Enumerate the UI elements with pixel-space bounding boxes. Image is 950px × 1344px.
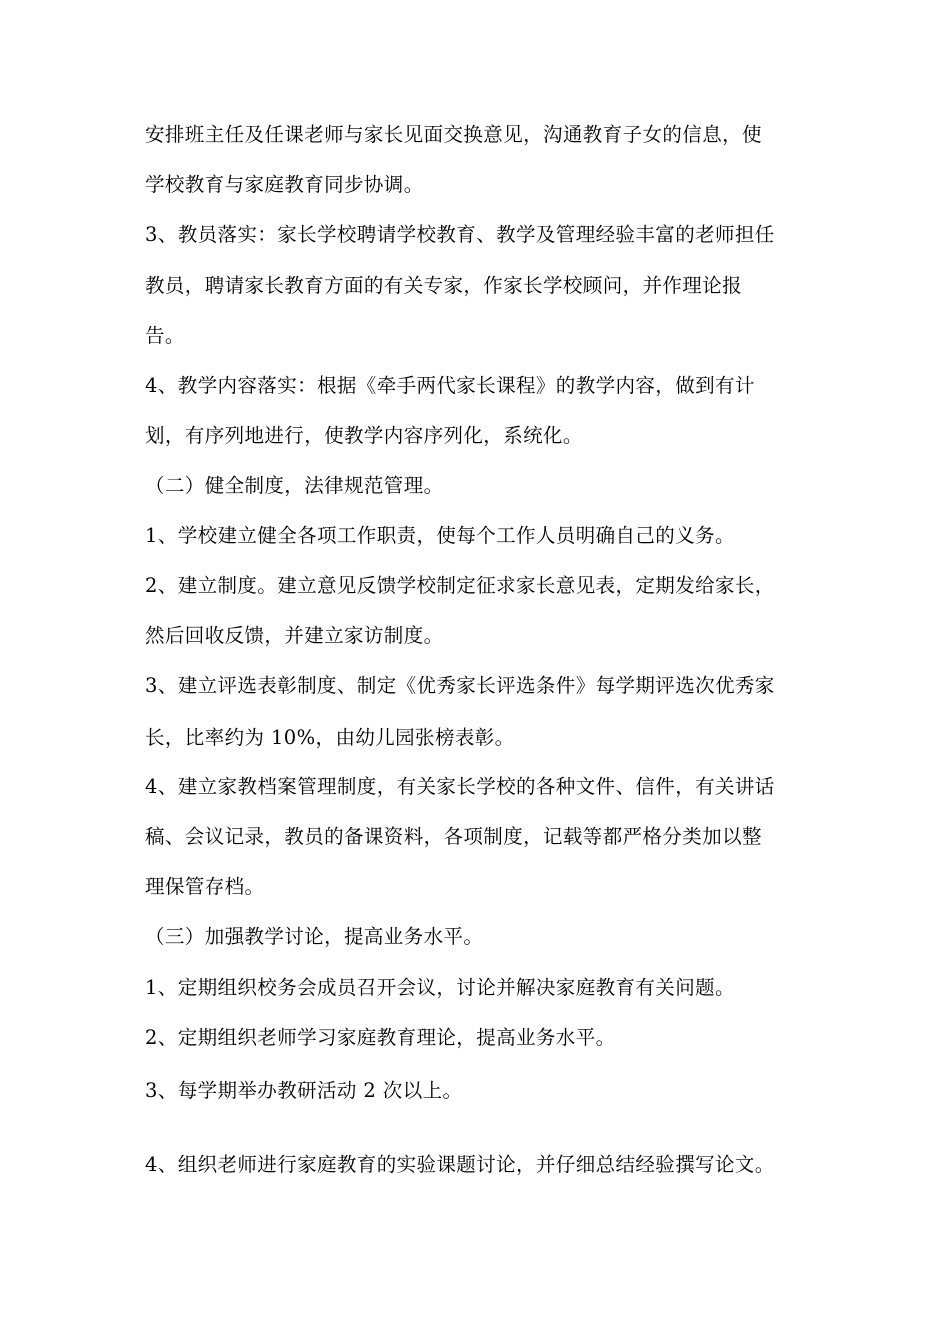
text-line-10: 2、建立制度。建立意见反馈学校制定征求家长意见表，定期发给家长， [145,574,775,597]
text-line-12: 3、建立评选表彰制度、制定《优秀家长评选条件》每学期评选次优秀家 [145,674,775,697]
text-line-1: 安排班主任及任课老师与家长见面交换意见，沟通教育子女的信息，使 [145,123,762,146]
text-line-13: 长，比率约为 10%，由幼儿园张榜表彰。 [145,726,515,749]
text-line-11: 然后回收反馈，并建立家访制度。 [145,624,444,647]
text-line-5: 告。 [145,324,185,347]
text-line-2: 学校教育与家庭教育同步协调。 [145,173,424,196]
text-line-19: 2、定期组织老师学习家庭教育理论，提高业务水平。 [145,1026,616,1049]
text-line-20: 3、每学期举办教研活动 2 次以上。 [145,1079,463,1102]
text-line-9: 1、学校建立健全各项工作职责，使每个工作人员明确自己的义务。 [145,524,735,547]
text-line-14: 4、建立家教档案管理制度，有关家长学校的各种文件、信件，有关讲话 [145,775,775,798]
text-line-16: 理保管存档。 [145,875,265,898]
text-line-15: 稿、会议记录，教员的备课资料，各项制度，记载等都严格分类加以整 [145,825,762,848]
text-line-4: 教员，聘请家长教育方面的有关专家，作家长学校顾问，并作理论报 [145,274,743,297]
text-line-7: 划，有序列地进行，使教学内容序列化，系统化。 [145,424,583,447]
section-heading-2: （二）健全制度，法律规范管理。 [145,474,444,497]
text-line-6: 4、教学内容落实：根据《牵手两代家长课程》的教学内容，做到有计 [145,374,755,397]
text-line-18: 1、定期组织校务会成员召开会议，讨论并解决家庭教育有关问题。 [145,976,735,999]
text-line-21: 4、组织老师进行家庭教育的实验课题讨论，并仔细总结经验撰写论文。 [145,1153,775,1176]
text-line-3: 3、教员落实：家长学校聘请学校教育、教学及管理经验丰富的老师担任 [145,223,775,246]
section-heading-3: （三）加强教学讨论，提高业务水平。 [145,925,484,948]
